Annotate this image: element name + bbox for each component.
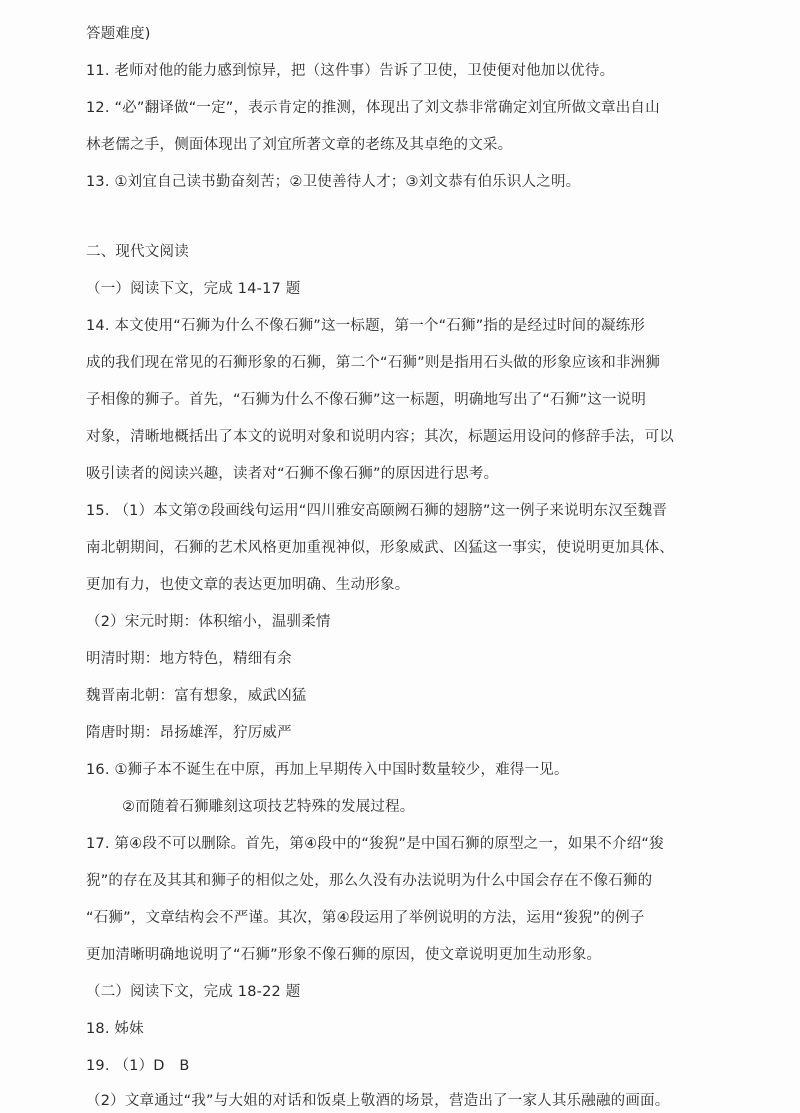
text-line: “石狮”，文章结构会不严谨。其次，第④段运用了举例说明的方法，运用“狻猊”的例子 <box>86 910 645 926</box>
section-heading: 二、现代文阅读 <box>86 244 189 260</box>
text-line: （2）宋元时期：体积缩小，温驯柔情 <box>86 614 331 630</box>
text-line: 答题难度) <box>86 26 151 42</box>
text-line: 对象，清晰地概括出了本文的说明对象和说明内容；其次，标题运用设问的修辞手法，可以 <box>86 429 674 445</box>
text-line: 明清时期：地方特色，精细有余 <box>86 651 292 667</box>
text-line: 12. “必”翻译做“一定”，表示肯定的推测，体现出了刘文恭非常确定刘宜所做文章出自山 <box>86 100 660 116</box>
text-line: 南北朝期间，石狮的艺术风格更加重视神似，形象威武、凶猛这一事实，使说明更加具体、 <box>86 540 674 556</box>
sub-heading: （二）阅读下文，完成 18-22 题 <box>86 984 301 1000</box>
text-line: 子相像的狮子。首先，“石狮为什么不像石狮”这一标题，明确地写出了“石狮”这一说明 <box>86 392 647 408</box>
text-line: （2）文章通过“我”与大姐的对话和饭桌上敬酒的场景，营造出了一家人其乐融融的画面。 <box>86 1093 670 1109</box>
text-line: 18. 姊妹 <box>86 1021 144 1037</box>
text-line: 隋唐时期：昂扬雄浑，狞厉威严 <box>86 725 292 741</box>
text-line: 17. 第④段不可以删除。首先，第④段中的“狻猊”是中国石狮的原型之一，如果不介绍“狻 <box>86 836 664 852</box>
text-line: 19. （1）D B <box>86 1058 190 1074</box>
text-line: 成的我们现在常见的石狮形象的石狮，第二个“石狮”则是指用石头做的形象应该和非洲狮 <box>86 355 661 371</box>
text-line: 14. 本文使用“石狮为什么不像石狮”这一标题，第一个“石狮”指的是经过时间的凝练形 <box>86 318 646 334</box>
text-line: 13. ①刘宜自己读书勤奋刻苦；②卫使善待人才；③刘文恭有伯乐识人之明。 <box>86 174 581 190</box>
sub-heading: （一）阅读下文，完成 14-17 题 <box>86 281 301 297</box>
text-line: 11. 老师对他的能力感到惊异，把（这件事）告诉了卫使，卫使便对他加以优待。 <box>86 63 615 79</box>
text-line: 猊”的存在及其其和狮子的相似之处，那么久没有办法说明为什么中国会存在不像石狮的 <box>86 873 653 889</box>
text-line: ②而随着石狮雕刻这项技艺特殊的发展过程。 <box>122 799 415 815</box>
text-line: 魏晋南北朝：富有想象，威武凶猛 <box>86 688 307 704</box>
text-line: 更加清晰明确地说明了“石狮”形象不像石狮的原因，使文章说明更加生动形象。 <box>86 947 602 963</box>
text-line: 林老儒之手，侧面体现出了刘宜所著文章的老练及其卓绝的文采。 <box>86 137 513 153</box>
text-line: 15. （1）本文第⑦段画线句运用“四川雅安高颐阙石狮的翅膀”这一例子来说明东汉至魏晋 <box>86 503 668 519</box>
text-line: 更加有力，也使文章的表达更加明确、生动形象。 <box>86 577 410 593</box>
text-line: 吸引读者的阅读兴趣，读者对“石狮不像石狮”的原因进行思考。 <box>86 466 499 482</box>
text-line: 16. ①狮子本不诞生在中原，再加上早期传入中国时数量较少，难得一见。 <box>86 762 569 778</box>
